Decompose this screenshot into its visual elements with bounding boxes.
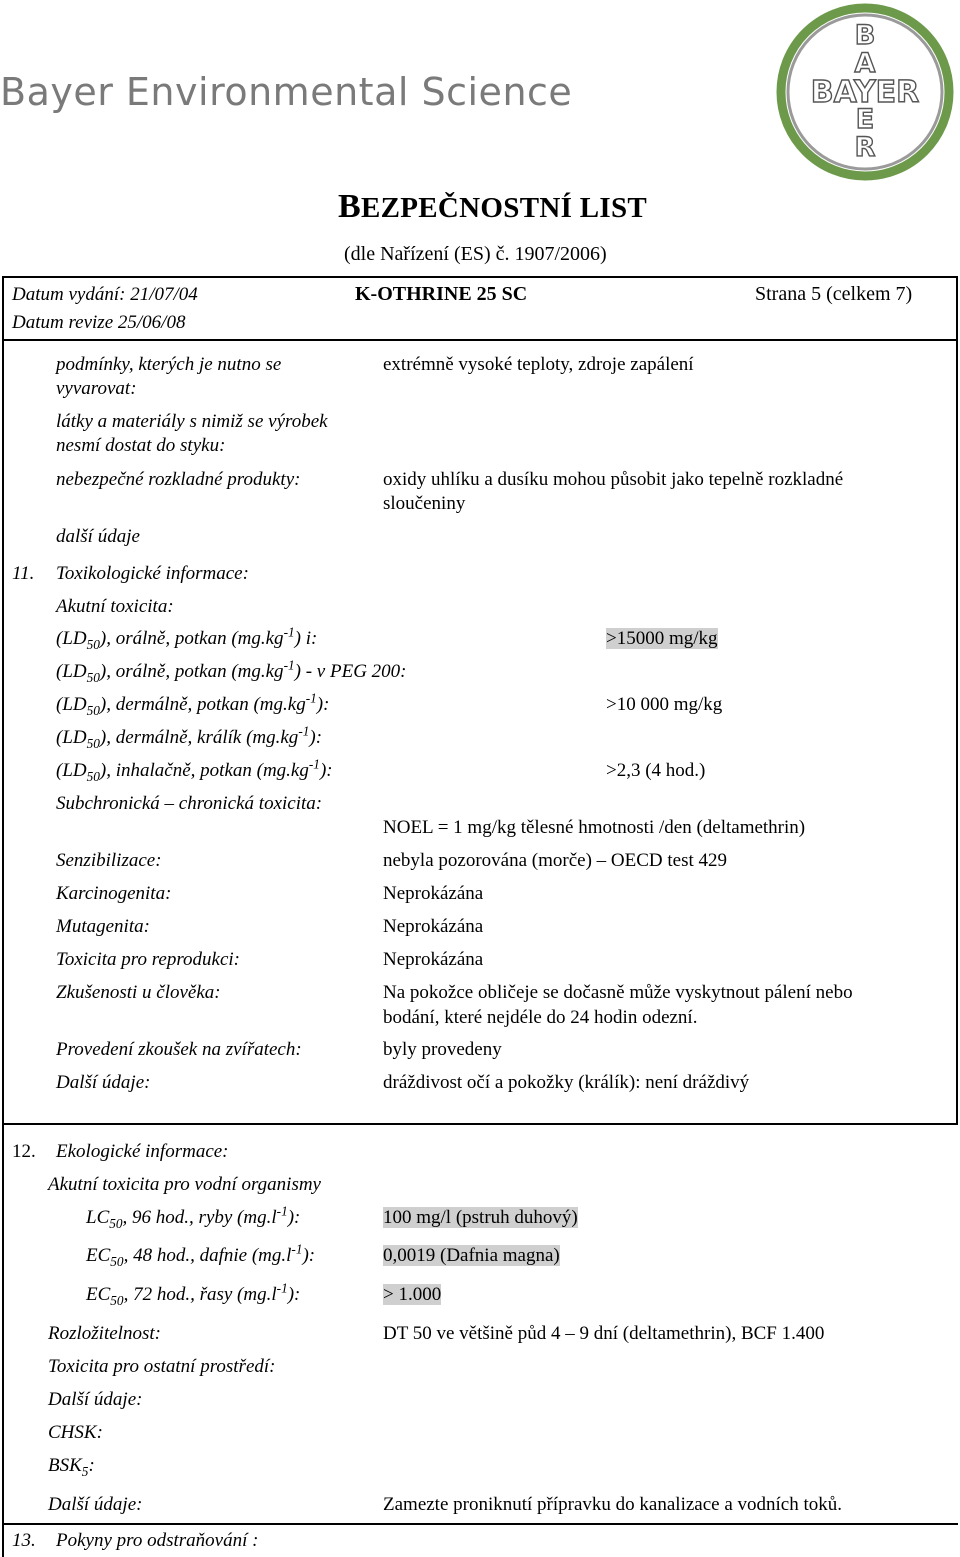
mutagenicity-value: Neprokázána	[383, 916, 484, 937]
carcinogenicity-label: Karcinogenita:	[56, 883, 172, 904]
reproductive-toxicity-label: Toxicita pro reprodukci:	[56, 949, 240, 970]
section-11-number: 11.	[12, 563, 35, 584]
animal-tests-value: byly provedeny	[383, 1039, 502, 1060]
additional-data-label: Další údaje:	[48, 1389, 143, 1410]
bod5-label: $BSK_5$:	[48, 1455, 95, 1479]
materials-label-cont: nesmí dostat do styku:	[56, 435, 226, 456]
degradability-value: DT 50 ve většině půd 4 – 9 dní (deltamethrin), BCF 1.400	[383, 1323, 825, 1344]
ec50-algae-label: $EC_{50}$, 72 hod., řasy $(mg.l^{-1})$:	[86, 1280, 301, 1308]
section-13-heading: Pokyny pro odstraňování :	[56, 1530, 259, 1551]
issue-date: Datum vydání: 21/07/04	[12, 284, 198, 305]
document-title: BEZPEČNOSTNÍ LIST	[338, 188, 648, 225]
aquatic-toxicity-label: Akutní toxicita pro vodní organismy	[48, 1174, 321, 1195]
product-name: K-OTHRINE 25 SC	[355, 283, 528, 305]
conditions-label-cont: vyvarovat:	[56, 378, 137, 399]
subchronic-label: Subchronická – chronická toxicita:	[56, 793, 323, 814]
other-tox-value: dráždivost očí a pokožky (králík): není dráždivý	[383, 1072, 750, 1093]
ld50-dermal-rat-label: $(LD_{50})$, dermálně, potkan $(mg.kg^{-1})$:	[56, 690, 330, 718]
cod-label: CHSK:	[48, 1422, 103, 1443]
sensitization-value: nebyla pozorována (morče) – OECD test 429	[383, 850, 728, 871]
conditions-label: podmínky, kterých je nutno se	[56, 354, 282, 375]
decomposition-value: oxidy uhlíku a dusíku mohou působit jako tepelně rozkladné	[383, 469, 844, 490]
page-number: Strana 5 (celkem 7)	[755, 283, 913, 305]
revision-date: Datum revize 25/06/08	[12, 312, 186, 333]
svg-text:B: B	[854, 20, 876, 51]
lc50-fish-value: 100 mg/l (pstruh duhový)	[383, 1207, 578, 1228]
decomposition-label: nebezpečné rozkladné produkty:	[56, 469, 301, 490]
section-12-number: 12.	[12, 1141, 36, 1162]
degradability-label: Rozložitelnost:	[48, 1323, 161, 1344]
carcinogenicity-value: Neprokázána	[383, 883, 484, 904]
mutagenicity-label: Mutagenita:	[56, 916, 150, 937]
other-environment-label: Toxicita pro ostatní prostředí:	[48, 1356, 276, 1377]
animal-tests-label: Provedení zkoušek na zvířatech:	[56, 1039, 302, 1060]
svg-text:BAYER: BAYER	[810, 75, 920, 110]
decomposition-value-cont: sloučeniny	[383, 493, 466, 514]
ld50-oral-rat-label: $(LD_{50})$, orálně, potkan $(mg.kg^{-1})$ i:	[56, 624, 318, 652]
subchronic-value: NOEL = 1 mg/kg tělesné hmotnosti /den (deltamethrin)	[383, 817, 806, 838]
svg-text:A: A	[854, 48, 876, 79]
ld50-inhal-rat-label: $(LD_{50})$, inhalačně, potkan $(mg.kg^{-1})$:	[56, 756, 333, 784]
final-data-value: Zamezte proniknutí přípravku do kanalizace a vodních toků.	[383, 1494, 843, 1515]
svg-text:R: R	[854, 132, 876, 163]
conditions-value: extrémně vysoké teploty, zdroje zapálení	[383, 354, 694, 375]
final-data-label: Další údaje:	[48, 1494, 143, 1515]
other-data-label: další údaje	[56, 526, 140, 547]
ld50-oral-rat-value: >15000 mg/kg	[606, 628, 718, 649]
ld50-inhal-rat-value: >2,3 (4 hod.)	[606, 760, 706, 781]
ld50-dermal-rabbit-label: $(LD_{50})$, dermálně, králík $(mg.kg^{-1})$:	[56, 723, 323, 751]
materials-label: látky a materiály s nimiž se výrobek	[56, 411, 328, 432]
other-tox-label: Další údaje:	[56, 1072, 151, 1093]
ec50-algae-value: > 1.000	[383, 1284, 442, 1305]
human-experience-label: Zkušenosti u člověka:	[56, 982, 221, 1003]
svg-text:E: E	[855, 104, 875, 135]
section-12-heading: Ekologické informace:	[56, 1141, 229, 1162]
ld50-dermal-rat-value: >10 000 mg/kg	[606, 694, 723, 715]
bayer-logo	[775, 2, 955, 182]
human-experience-value: Na pokožce obličeje se dočasně může vyskytnout pálení nebo	[383, 982, 853, 1003]
reproductive-toxicity-value: Neprokázána	[383, 949, 484, 970]
section-11-heading: Toxikologické informace:	[56, 563, 249, 584]
regulation-reference: (dle Nařízení (ES) č. 1907/2006)	[344, 243, 607, 265]
sensitization-label: Senzibilizace:	[56, 850, 162, 871]
human-experience-value-cont: bodání, které nejdéle do 24 hodin odezní.	[383, 1007, 698, 1028]
ld50-oral-rat-peg-label: $(LD_{50})$, orálně, potkan $(mg.kg^{-1})$ - v PEG 200:	[56, 657, 407, 685]
section-13-number: 13.	[12, 1530, 36, 1551]
ec50-daphnia-label: $EC_{50}$, 48 hod., dafnie $(mg.l^{-1})$:	[86, 1241, 316, 1269]
ec50-daphnia-value: 0,0019 (Dafnia magna)	[383, 1245, 560, 1266]
acute-toxicity-label: Akutní toxicita:	[56, 596, 174, 617]
lc50-fish-label: $LC_{50}$, 96 hod., ryby $(mg.l^{-1})$:	[86, 1203, 301, 1231]
brand-name: Bayer Environmental Science	[0, 70, 573, 114]
